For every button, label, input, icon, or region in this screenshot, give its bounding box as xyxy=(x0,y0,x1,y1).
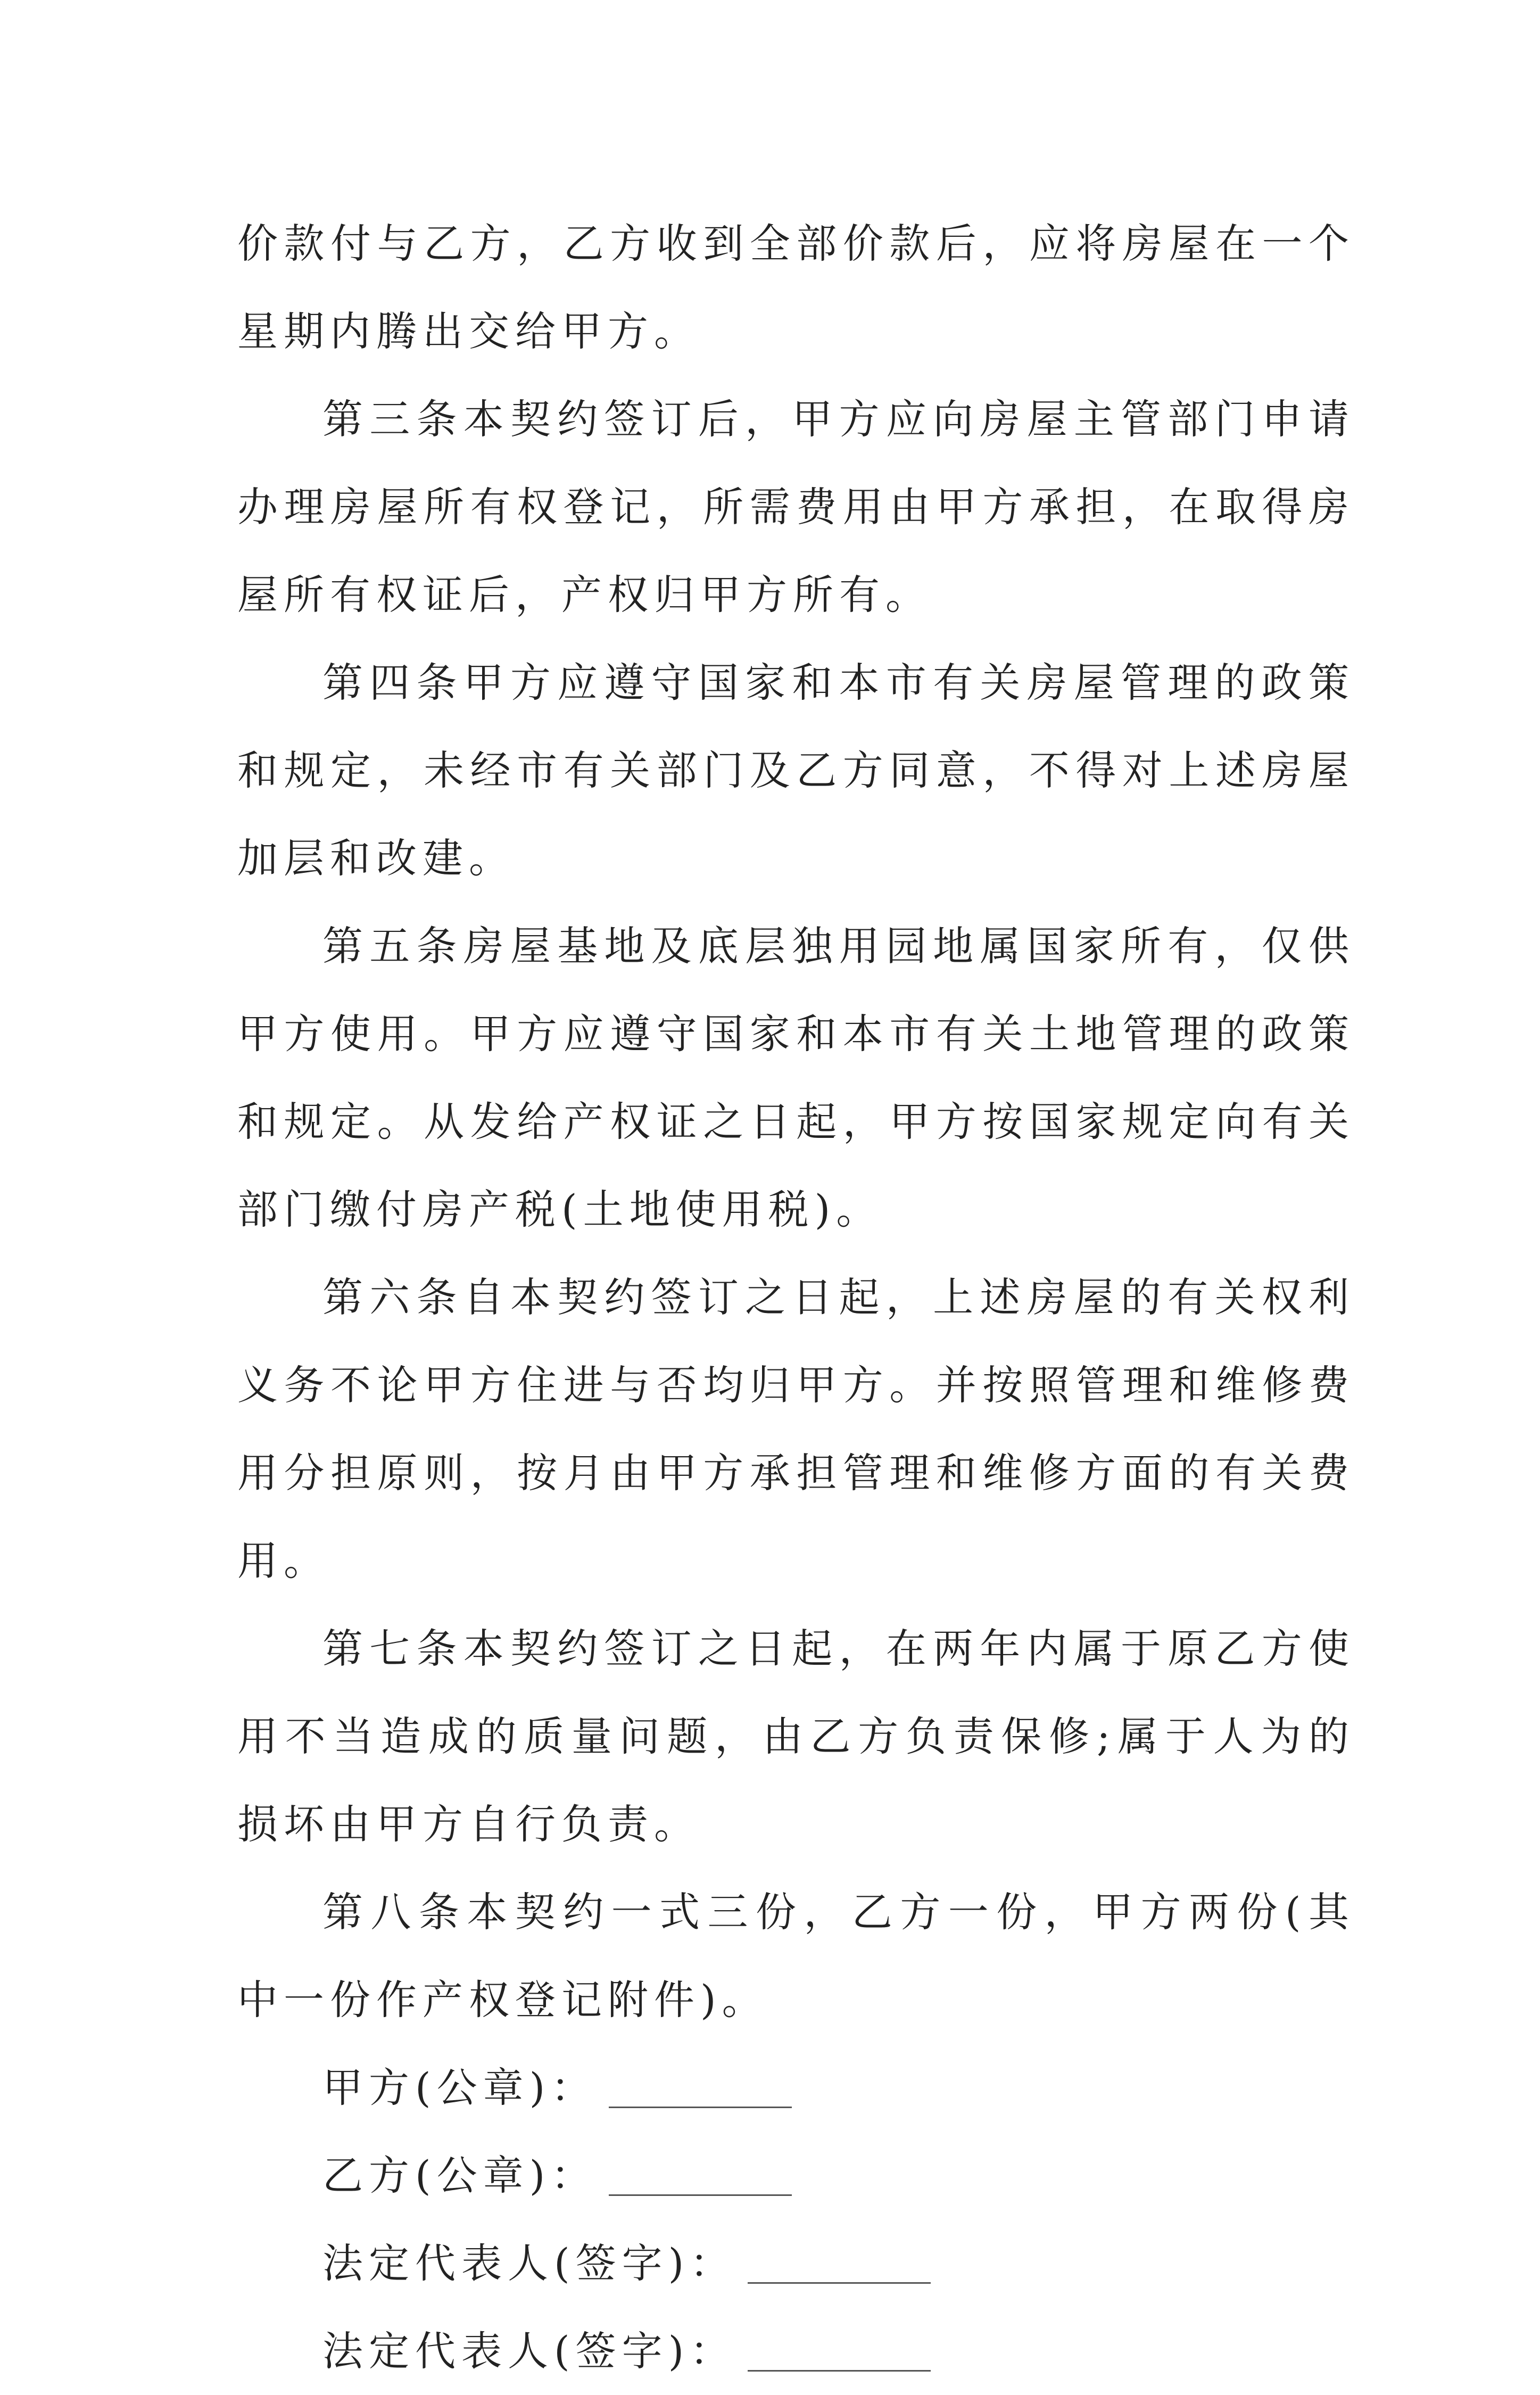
representative-a-label: 法定代表人(签字)： xyxy=(322,2240,736,2287)
paragraph-article-3: 第三条本契约签订后，甲方应向房屋主管部门申请办理房屋所有权登记，所需费用由甲方承担，在取得房屋所有权证后，产权归甲方所有。 xyxy=(237,395,1355,618)
representative-b-signature-line xyxy=(237,2307,1355,2395)
paragraph-article-7: 第七条本契约签订之日起，在两年内属于原乙方使用不当造成的质量问题，由乙方负责保修;属于人为的损坏由甲方自行负责。 xyxy=(237,1625,1355,1848)
paragraph-price-payment: 价款付与乙方，乙方收到全部价款后，应将房屋在一个星期内腾出交给甲方。 xyxy=(237,220,1355,355)
paragraph-article-6: 第六条自本契约签订之日起，上述房屋的有关权利义务不论甲方住进与否均归甲方。并按照管理和维修费用分担原则，按月由甲方承担管理和维修方面的有关费用。 xyxy=(237,1274,1355,1584)
party-a-seal-label: 甲方(公章)： xyxy=(322,2064,598,2111)
party-a-seal-blank xyxy=(609,2106,792,2108)
party-b-seal-label: 乙方(公章)： xyxy=(322,2152,598,2199)
contract-body xyxy=(237,200,1355,2395)
party-b-seal-line xyxy=(237,2132,1355,2219)
paragraph-article-4: 第四条甲方应遵守国家和本市有关房屋管理的政策和规定，未经市有关部门及乙方同意，不得对上述房屋加层和改建。 xyxy=(237,659,1355,882)
representative-a-blank xyxy=(748,2282,931,2284)
paragraph-article-5: 第五条房屋基地及底层独用园地属国家所有，仅供甲方使用。甲方应遵守国家和本市有关土地管理的政策和规定。从发给产权证之日起，甲方按国家规定向有关部门缴付房产税(土地使用税)。 xyxy=(237,922,1355,1233)
representative-b-blank xyxy=(748,2369,931,2372)
representative-a-signature-line xyxy=(237,2219,1355,2307)
paragraph-article-8: 第八条本契约一式三份，乙方一份，甲方两份(其中一份作产权登记附件)。 xyxy=(237,1888,1355,2024)
party-a-seal-line xyxy=(237,2044,1355,2132)
representative-b-label: 法定代表人(签字)： xyxy=(322,2327,736,2375)
signature-block xyxy=(237,2044,1355,2395)
party-b-seal-blank xyxy=(609,2194,792,2196)
